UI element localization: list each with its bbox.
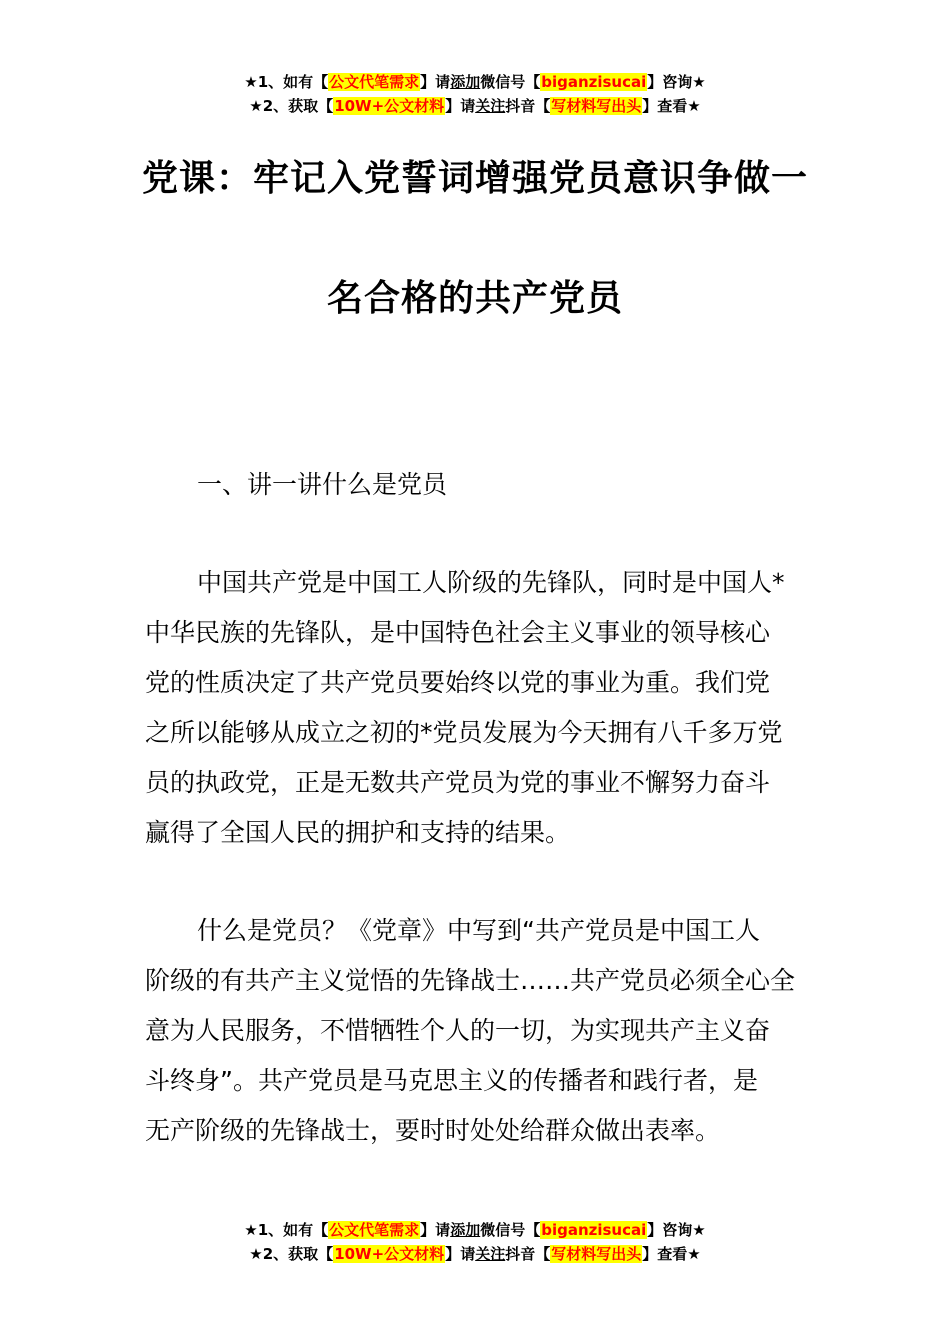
- footer-banner: [0, 1218, 950, 1266]
- banner-text: 】查看★: [642, 97, 701, 115]
- banner-text: 】咨询★: [647, 73, 706, 91]
- highlight-service: 公文代笔需求: [329, 1221, 420, 1239]
- banner-emphasis: 关注: [475, 1245, 506, 1263]
- banner-text: ★2、获取【: [249, 97, 334, 115]
- paragraph-line: 意为人民服务，不惜牺牲个人的一切，为实现共产主义奋: [145, 1016, 771, 1045]
- banner-text: ★1、如有【: [244, 73, 329, 91]
- paragraph-line: 中华民族的先锋队，是中国特色社会主义事业的领导核心: [145, 618, 771, 647]
- highlight-wechat-id: biganzisucai: [541, 1221, 647, 1239]
- paragraph-1: [145, 558, 810, 858]
- highlight-douyin-id: 写材料写出头: [551, 1245, 642, 1263]
- banner-text: 】请: [445, 1245, 476, 1263]
- highlight-douyin-id: 写材料写出头: [551, 97, 642, 115]
- paragraph-line: 赢得了全国人民的拥护和支持的结果。: [145, 818, 571, 847]
- paragraph-line: 阶级的有共产主义觉悟的先锋战士……共产党员必须全心全: [145, 966, 796, 995]
- paragraph-line: 什么是党员？《党章》中写到“共产党员是中国工人: [197, 916, 760, 945]
- paragraph-line: 斗终身”。共产党员是马克思主义的传播者和践行者，是: [145, 1066, 758, 1095]
- banner-emphasis: 添加: [450, 1221, 481, 1239]
- banner-text: ★2、获取【: [249, 1245, 334, 1263]
- paragraph-line: 之所以能够从成立之初的*党员发展为今天拥有八千多万党: [145, 718, 783, 747]
- paragraph-line: 党的性质决定了共产党员要始终以党的事业为重。我们党: [145, 668, 771, 697]
- highlight-wechat-id: biganzisucai: [541, 73, 647, 91]
- document-title-line-2: 名合格的共产党员: [326, 278, 623, 319]
- banner-text: 微信号【: [480, 73, 541, 91]
- banner-text: 】请: [420, 73, 451, 91]
- banner-emphasis: 关注: [475, 97, 506, 115]
- banner-text: 】请: [420, 1221, 451, 1239]
- banner-line-1: [0, 1218, 950, 1242]
- document-title-line-1: 党课：牢记入党誓词增强党员意识争做一: [141, 158, 808, 199]
- highlight-materials: 10W+公文材料: [334, 1245, 445, 1263]
- banner-emphasis: 添加: [450, 73, 481, 91]
- banner-text: ★1、如有【: [244, 1221, 329, 1239]
- paragraph-2: [145, 906, 810, 1156]
- banner-line-2: [0, 94, 950, 118]
- section-heading: 一、讲一讲什么是党员: [197, 470, 448, 499]
- banner-text: 】查看★: [642, 1245, 701, 1263]
- banner-text: 】咨询★: [647, 1221, 706, 1239]
- banner-text: 】请: [445, 97, 476, 115]
- paragraph-line: 员的执政党，正是无数共产党员为党的事业不懈努力奋斗: [145, 768, 771, 797]
- banner-line-2: [0, 1242, 950, 1266]
- banner-text: 微信号【: [480, 1221, 541, 1239]
- banner-text: 抖音【: [505, 1245, 551, 1263]
- header-banner: [0, 70, 950, 118]
- banner-line-1: [0, 70, 950, 94]
- highlight-materials: 10W+公文材料: [334, 97, 445, 115]
- paragraph-line: 无产阶级的先锋战士，要时时处处给群众做出表率。: [145, 1116, 721, 1145]
- paragraph-line: 中国共产党是中国工人阶级的先锋队，同时是中国人*: [197, 568, 785, 597]
- banner-text: 抖音【: [505, 97, 551, 115]
- highlight-service: 公文代笔需求: [329, 73, 420, 91]
